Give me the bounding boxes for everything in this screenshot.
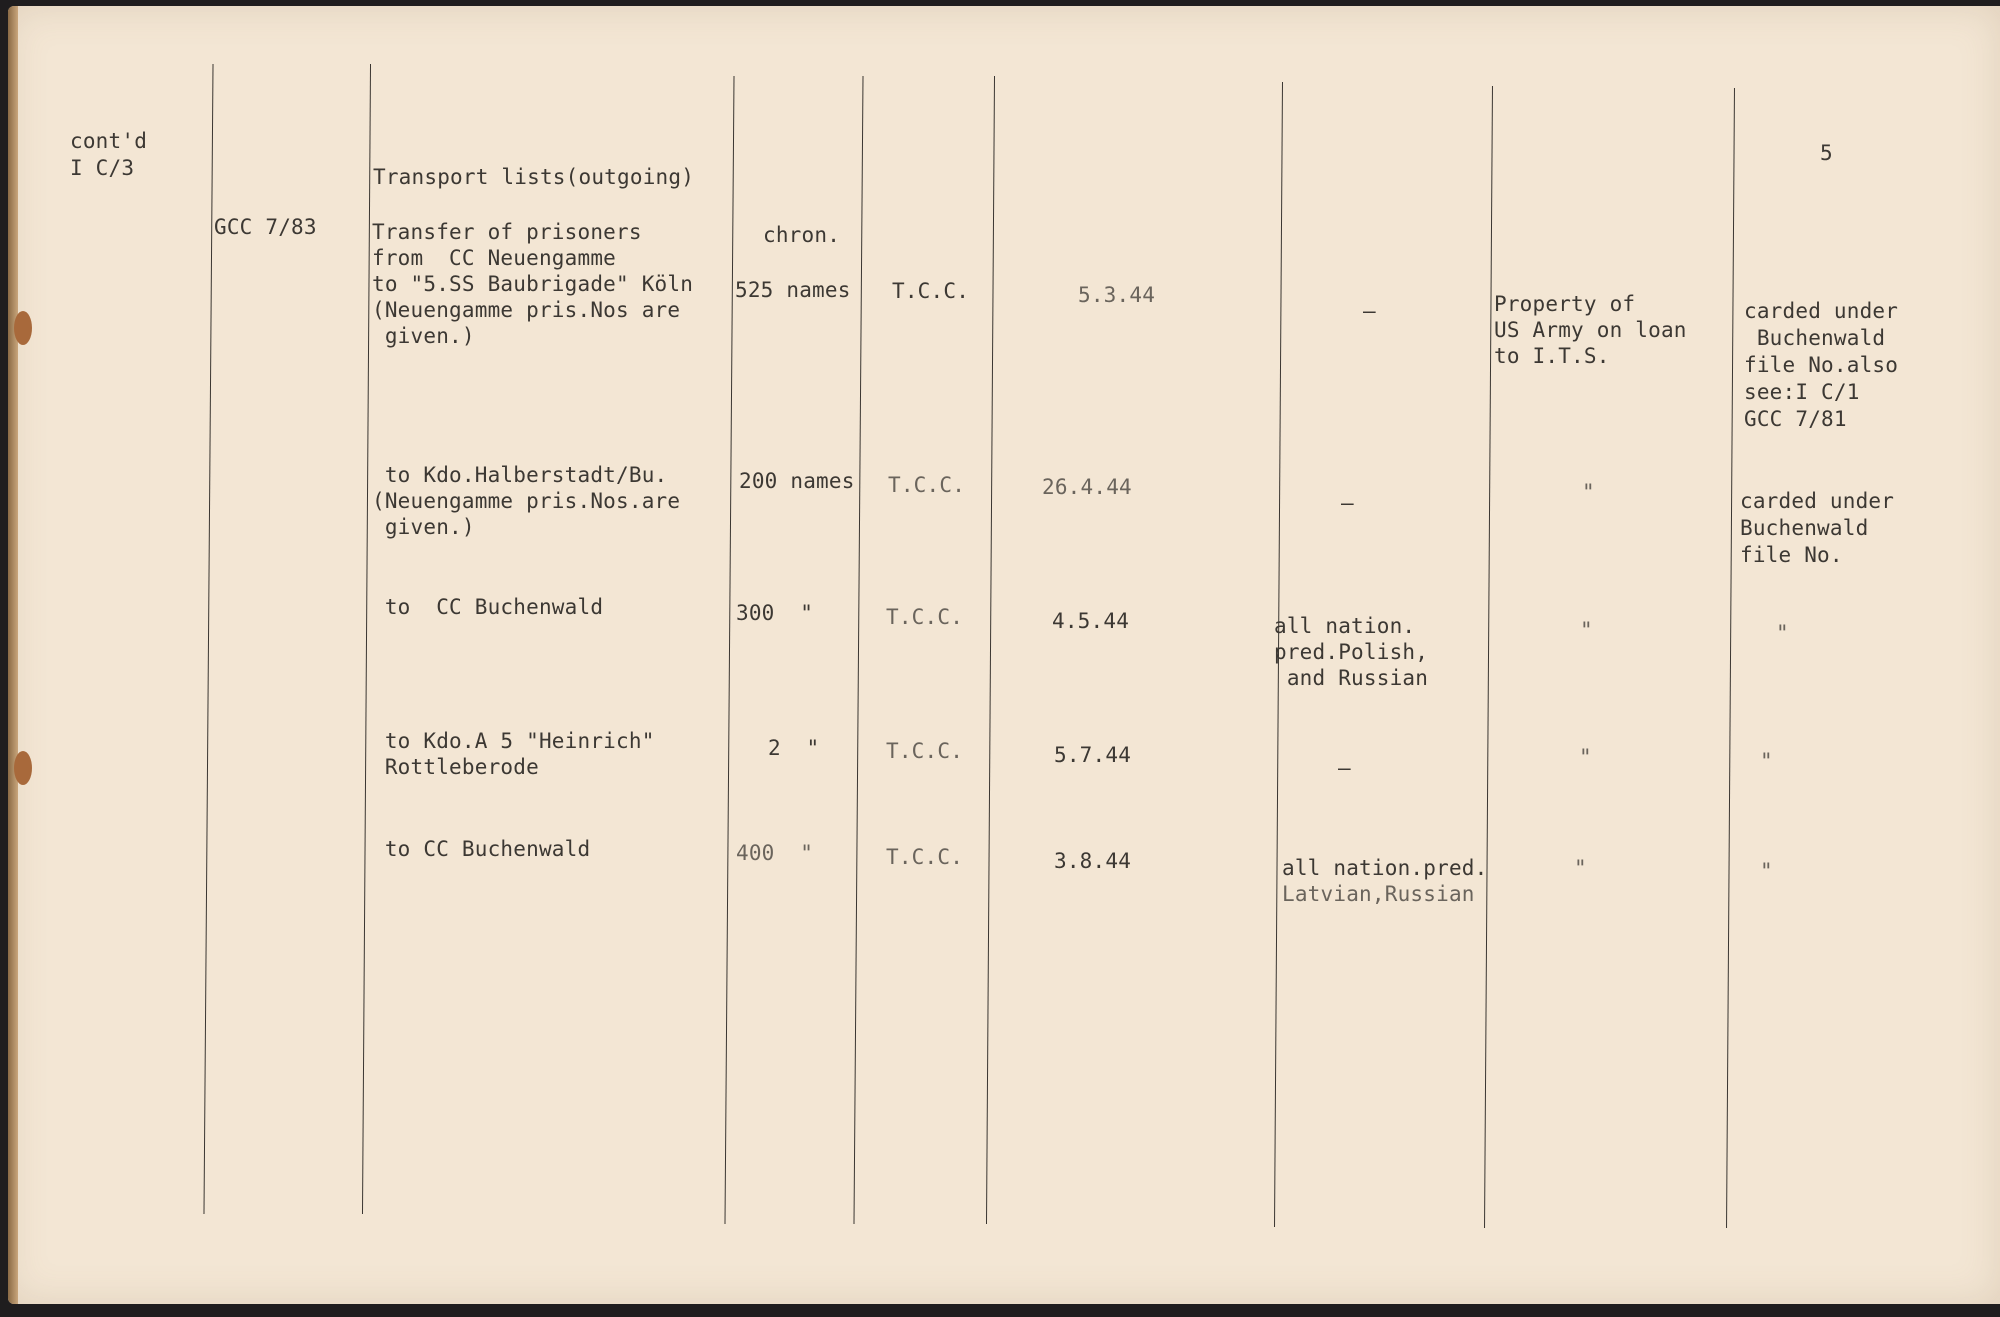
column-rule xyxy=(986,76,995,1224)
ownership-ditto: " xyxy=(1579,745,1592,769)
arrangement: chron. xyxy=(763,223,841,247)
type: T.C.C. xyxy=(886,605,964,629)
description-line: Transfer of prisoners xyxy=(372,220,642,244)
type: T.C.C. xyxy=(892,279,970,303)
column-rule xyxy=(362,64,371,1214)
description-line: Rottleberode xyxy=(372,755,539,779)
left-note-line2: I C/3 xyxy=(70,156,135,180)
count: 2 " xyxy=(768,736,820,760)
column-rule xyxy=(1484,86,1493,1228)
ownership-line: to I.T.S. xyxy=(1494,344,1610,368)
binding-ring xyxy=(14,751,32,785)
remarks-line: carded under xyxy=(1740,489,1895,513)
binding-ring xyxy=(14,311,32,345)
ownership-ditto: " xyxy=(1582,480,1595,504)
remarks-line: file No. xyxy=(1740,543,1843,567)
ledger-page xyxy=(8,6,2000,1304)
description-line: (Neuengamme pris.Nos are xyxy=(372,298,681,322)
remarks-ditto: " xyxy=(1776,621,1789,645)
description-line: from CC Neuengamme xyxy=(372,246,617,270)
left-note-line1: cont'd xyxy=(70,129,148,153)
remarks-line: see:I C/1 xyxy=(1744,380,1860,404)
type: T.C.C. xyxy=(886,845,964,869)
count: 200 names xyxy=(739,469,855,493)
count: 300 " xyxy=(736,601,814,625)
remarks-line: Buchenwald xyxy=(1740,516,1869,540)
ownership-ditto: " xyxy=(1574,856,1587,880)
description-line: given.) xyxy=(372,324,475,348)
nationality-line: pred.Polish, xyxy=(1274,640,1429,664)
count: 525 names xyxy=(735,278,851,302)
nationality: – xyxy=(1341,491,1354,515)
description-line: to CC Buchenwald xyxy=(372,595,604,619)
date: 3.8.44 xyxy=(1054,849,1132,873)
remarks-line: carded under xyxy=(1744,299,1899,323)
column-rule xyxy=(1726,88,1735,1228)
remarks-ditto: " xyxy=(1760,749,1773,773)
date: 26.4.44 xyxy=(1042,475,1132,499)
description-line: to CC Buchenwald xyxy=(372,837,591,861)
description-line: to Kdo.A 5 "Heinrich" xyxy=(372,729,655,753)
binding-spine xyxy=(8,6,18,1304)
date: 5.7.44 xyxy=(1054,743,1132,767)
nationality: – xyxy=(1363,299,1376,323)
ownership-line: US Army on loan xyxy=(1494,318,1687,342)
date: 5.3.44 xyxy=(1078,283,1156,307)
description-line: (Neuengamme pris.Nos.are xyxy=(372,489,681,513)
gcc-reference: GCC 7/83 xyxy=(214,215,317,239)
column-rule xyxy=(203,64,213,1214)
ownership-line: Property of xyxy=(1494,292,1636,316)
remarks-ditto: " xyxy=(1760,859,1773,883)
date: 4.5.44 xyxy=(1052,609,1130,633)
nationality-line: all nation.pred. xyxy=(1282,856,1488,880)
nationality: – xyxy=(1338,756,1351,780)
description-line: to "5.SS Baubrigade" Köln xyxy=(372,272,694,296)
remarks-line: file No.also xyxy=(1744,353,1899,377)
nationality-line: all nation. xyxy=(1274,614,1416,638)
nationality-line: Latvian,Russian xyxy=(1282,882,1475,906)
nationality-line: and Russian xyxy=(1274,666,1429,690)
column-rule xyxy=(724,76,734,1224)
remarks-line: Buchenwald xyxy=(1744,326,1886,350)
description-line: given.) xyxy=(372,515,475,539)
column-rule xyxy=(853,76,863,1224)
description-line: to Kdo.Halberstadt/Bu. xyxy=(372,463,668,487)
page-number: 5 xyxy=(1820,141,1833,165)
remarks-line: GCC 7/81 xyxy=(1744,407,1847,431)
type: T.C.C. xyxy=(886,739,964,763)
ownership-ditto: " xyxy=(1580,618,1593,642)
section-heading: Transport lists(outgoing) xyxy=(373,165,695,189)
type: T.C.C. xyxy=(888,473,966,497)
count: 400 " xyxy=(736,841,814,865)
